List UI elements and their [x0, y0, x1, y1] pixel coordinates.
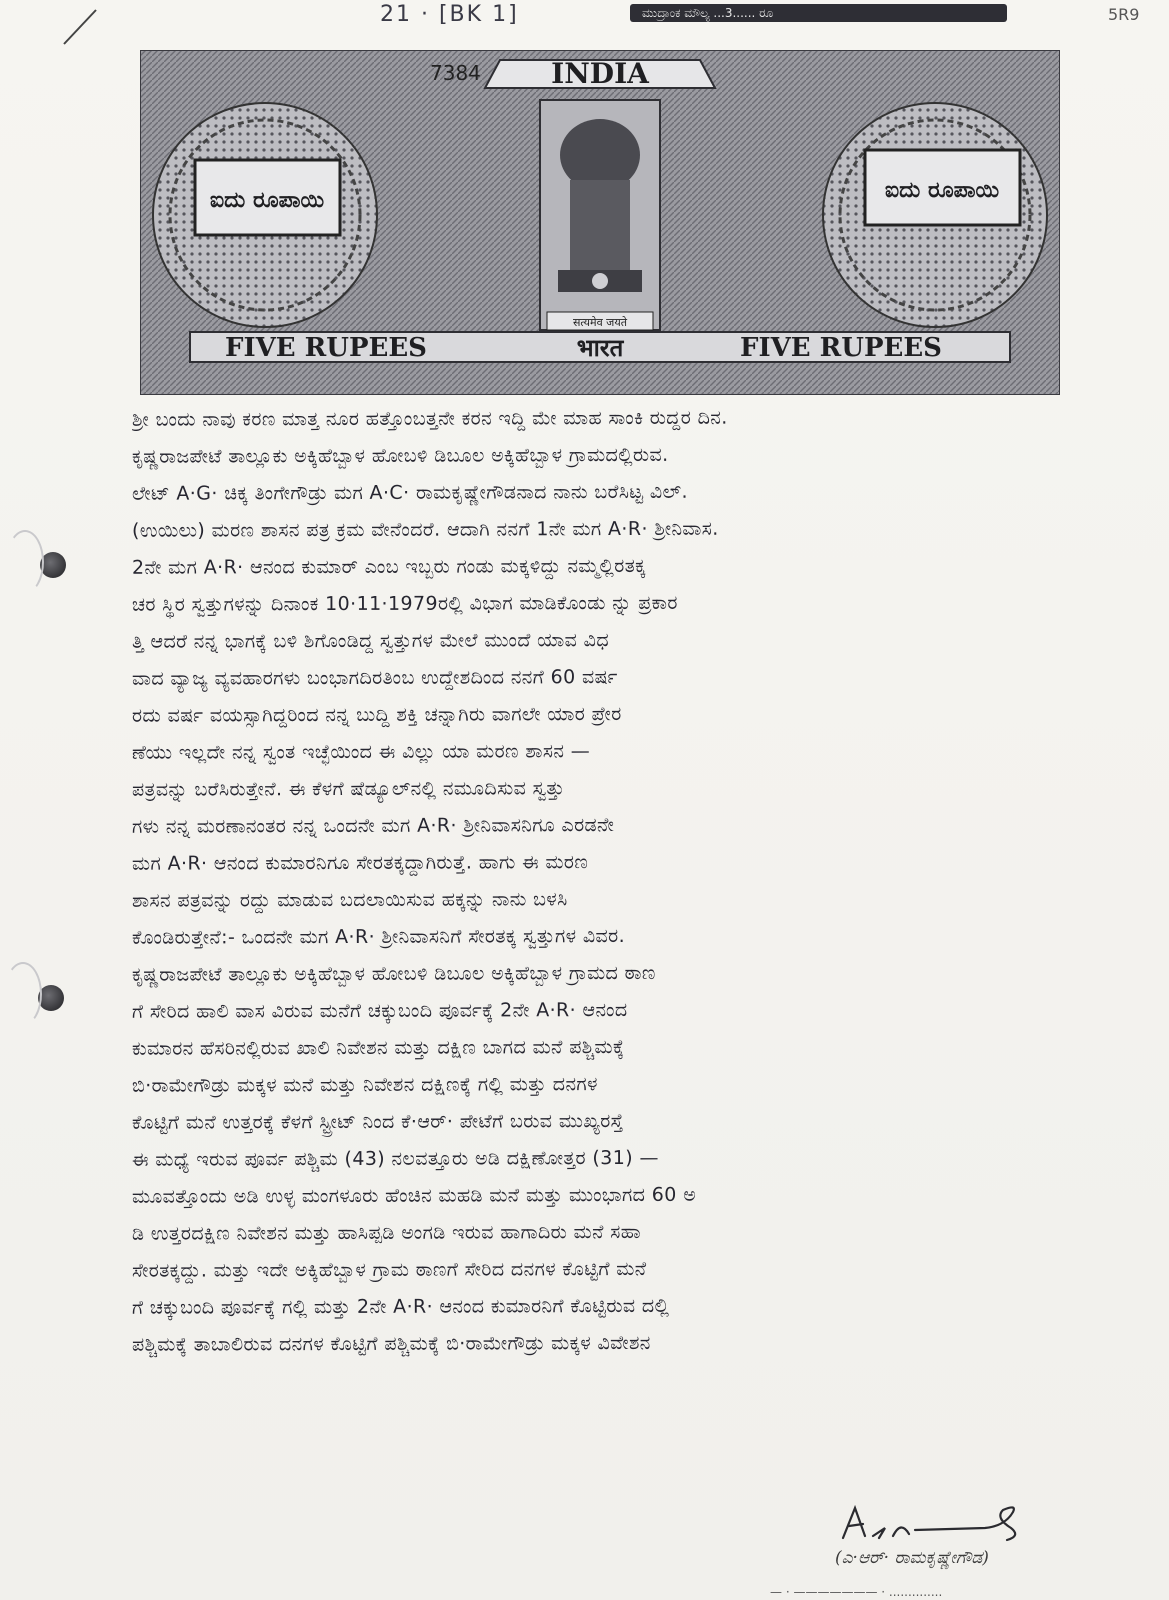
body-line: ಲೇಟ್ A·G· ಚಿಕ್ಕ ತಿಂಗೇಗೌಡ್ರು ಮಗ A·C· ರಾಮಕೃಷ್ಣೇಗೌಡನಾದ ನಾನು ಬರೆಸಿಟ್ಟ ವಿಲ್.	[131, 480, 688, 505]
ashoka-emblem	[540, 100, 660, 330]
body-line: ಕುಮಾರನ ಹೆಸರಿನಲ್ಲಿರುವ ಖಾಲಿ ನಿವೇಶನ ಮತ್ತು ದಕ್ಷಿಣ ಬಾಗದ ಮನೆ ಪಶ್ಚಿಮಕ್ಕೆ	[131, 1036, 625, 1060]
corner-pen-mark	[60, 4, 104, 48]
stamp-top-label: INDIA	[551, 57, 649, 90]
body-line: ಗೆ ಸೇರಿದ ಹಾಲಿ ವಾಸ ವಿರುವ ಮನೆಗೆ ಚಕ್ಕುಬಂದಿ ಪೂರ್ವಕ್ಕೆ 2ನೇ A·R· ಆನಂದ	[131, 998, 628, 1023]
body-line: ಪಶ್ಚಿಮಕ್ಕೆ ತಾಬಾಲಿರುವ ದನಗಳ ಕೊಟ್ಟಿಗೆ ಪಶ್ಚಿಮಕ್ಕೆ ಬಿ·ರಾಮೇಗೌಡ್ರು ಮಕ್ಕಳ ವಿವೇಶನ	[131, 1331, 651, 1356]
body-line: ಸೇರತಕ್ಕದ್ದು. ಮತ್ತು ಇದೇ ಅಕ್ಕಿಹೆಬ್ಬಾಳ ಗ್ರಾಮ ಠಾಣಗೆ ಸೇರಿದ ದನಗಳ ಕೊಟ್ಟಿಗೆ ಮನೆ	[131, 1257, 647, 1282]
body-line: ಗೆ ಚಕ್ಕುಬಂದಿ ಪೂರ್ವಕ್ಕೆ ಗಲ್ಲಿ ಮತ್ತು 2ನೇ A·R· ಆನಂದ ಕುಮಾರನಿಗೆ ಕೊಟ್ಟಿರುವ ದಲ್ಲಿ	[131, 1294, 670, 1319]
body-line: ರದು ವರ್ಷ ವಯಸ್ಸಾಗಿದ್ದರಿಂದ ನನ್ನ ಬುದ್ದಿ ಶಕ್ತಿ ಚನ್ನಾಗಿರು ವಾಗಲೇ ಯಾರ ಪ್ರೇರ	[131, 703, 622, 727]
right-rosette	[823, 103, 1047, 327]
handwritten-top-note: 21 · [BK 1]	[380, 2, 519, 27]
body-line: ವಾದ ವ್ಯಾಜ್ಯ ವ್ಯವಹಾರಗಳು ಬಂಭಾಗದಿರತಿಂಬ ಉದ್ದೇಶದಿಂದ ನನಗೆ 60 ವರ್ಷ	[131, 666, 618, 690]
stamp-value-strip: ಮುದ್ರಾಂಕ ಮೌಲ್ಯ ...3...... ರೂ	[630, 4, 1007, 22]
stamp-center-bottom: भारत	[576, 333, 624, 362]
body-line: ಡಿ ಉತ್ತರದಕ್ಷಿಣ ನಿವೇಶನ ಮತ್ತು ಹಾಸಿಪ್ಪಡಿ ಅಂಗಡಿ ಇರುವ ಹಾಗಾದಿರು ಮನೆ ಸಹಾ	[131, 1220, 642, 1245]
signature	[835, 1500, 1055, 1545]
body-line: ಕೊಂಡಿರುತ್ತೇನೆ:- ಒಂದನೇ ಮಗ A·R· ಶ್ರೀನಿವಾಸನಿಗೆ ಸೇರತಕ್ಕ ಸ್ವತ್ತುಗಳ ವಿವರ.	[131, 924, 626, 949]
body-line: ಶ್ರೀ ಬಂದು ನಾವು ಕರಣ ಮಾತ್ತ ನೂರ ಹತ್ತೊಂಬತ್ತನೇ ಕರನ ಇದ್ದಿ ಮೇ ಮಾಹ ಸಾಂಕಿ ರುದ್ದರ ದಿನ.	[131, 406, 728, 431]
stamp-paper-header	[140, 50, 1060, 395]
left-panel-text: ಐದು ರೂಪಾಯಿ	[209, 187, 325, 213]
body-line: ಕೃಷ್ಣರಾಜಪೇಟೆ ತಾಲ್ಲೂಕು ಅಕ್ಕಿಹೆಬ್ಬಾಳ ಹೋಬಳಿ ಡಿಬೂಲ ಅಕ್ಕಿಹೆಬ್ಬಾಳ ಗ್ರಾಮದ ಠಾಣ	[131, 961, 656, 986]
body-line: ಕೃಷ್ಣರಾಜಪೇಟೆ ತಾಲ್ಲೂಕು ಅಕ್ಕಿಹೆಬ್ಬಾಳ ಹೋಬಳಿ ಡಿಬೂಲ ಅಕ್ಕಿಹೆಬ್ಬಾಳ ಗ್ರಾಮದಲ್ಲಿರುವ.	[131, 443, 669, 468]
body-line: ಮಗ A·R· ಆನಂದ ಕುಮಾರನಿಗೂ ಸೇರತಕ್ಕದ್ದಾಗಿರುತ್ತೆ. ಹಾಗು ಈ ಮರಣ	[131, 851, 589, 875]
bottom-scribble: — · ——————— · ..............	[770, 1585, 943, 1599]
body-line: ಚರ ಸ್ಥಿರ ಸ್ವತ್ತುಗಳನ್ನು ದಿನಾಂಕ 10·11·1979ರಲ್ಲಿ ವಿಭಾಗ ಮಾಡಿಕೊಂಡು ನ್ನು ಪ್ರಕಾರ	[131, 591, 678, 616]
body-line: ಮೂವತ್ತೊಂದು ಅಡಿ ಉಳ್ಳ ಮಂಗಳೂರು ಹೆಂಚಿನ ಮಹಡಿ ಮನೆ ಮತ್ತು ಮುಂಭಾಗದ 60 ಅ	[131, 1183, 697, 1208]
body-line: ಪತ್ರವನ್ನು ಬರೆಸಿರುತ್ತೇನೆ. ಈ ಕೆಳಗೆ ಷೆಡ್ಯೂಲ್‌ನಲ್ಲಿ ನಮೂದಿಸುವ ಸ್ವತ್ತು	[131, 777, 565, 801]
body-line: ಣೆಯು ಇಲ್ಲದೇ ನನ್ನ ಸ್ವಂತ ಇಚ್ಛೆಯಿಂದ ಈ ವಿಲ್ಲು ಯಾ ಮರಣ ಶಾಸನ —	[131, 740, 591, 764]
emblem-caption: सत्यमेव जयते	[572, 316, 628, 329]
stamp-right-bottom: FIVE RUPEES	[740, 333, 942, 363]
body-line: 2ನೇ ಮಗ A·R· ಆನಂದ ಕುಮಾರ್ ಎಂಬ ಇಬ್ಬರು ಗಂಡು ಮಕ್ಕಳಿದ್ದು ನಮ್ಮಲ್ಲಿರತಕ್ಕ	[131, 554, 646, 579]
page-reference: 5R9	[1108, 5, 1140, 24]
will-body-text	[132, 400, 1117, 1362]
stamp-left-bottom: FIVE RUPEES	[225, 333, 427, 363]
body-line: ಕೊಟ್ಟಿಗೆ ಮನೆ ಉತ್ತರಕ್ಕೆ ಕೆಳಗೆ ಸ್ಟ್ರೀಟ್ ನಿಂದ ಕೆ·ಆರ್· ಪೇಟೆಗೆ ಬರುವ ಮುಖ್ಯರಸ್ತೆ	[131, 1110, 624, 1134]
right-panel-text: ಐದು ರೂಪಾಯಿ	[884, 177, 1000, 203]
binding-ring-bottom	[4, 962, 42, 1026]
body-line: ಬಿ·ರಾಮೇಗೌಡ್ರು ಮಕ್ಕಳ ಮನೆ ಮತ್ತು ನಿವೇಶನ ದಕ್ಷಿಣಕ್ಕೆ ಗಲ್ಲಿ ಮತ್ತು ದನಗಳ	[131, 1073, 598, 1097]
punch-hole-bottom	[38, 985, 64, 1011]
signatory-name: (ಎ·ಆರ್· ರಾಮಕೃಷ್ಣೇಗೌಡ)	[835, 1548, 989, 1568]
body-line: ತ್ತಿ ಆದರೆ ನನ್ನ ಭಾಗಕ್ಕೆ ಬಳಿ ಶಿಗೊಂಡಿದ್ದ ಸ್ವತ್ತುಗಳ ಮೇಲೆ ಮುಂದೆ ಯಾವ ವಿಧ	[131, 629, 610, 653]
left-rosette	[153, 103, 377, 327]
binding-ring-top	[6, 530, 44, 594]
stamp-serial-hint: 7384	[430, 61, 481, 85]
body-line: (ಉಯಿಲು) ಮರಣ ಶಾಸನ ಪತ್ರ ಕ್ರಮ ವೇನೆಂದರೆ. ಆದಾಗಿ ನನಗೆ 1ನೇ ಮಗ A·R· ಶ್ರೀನಿವಾಸ.	[131, 517, 719, 542]
body-line: ಈ ಮಧ್ಯೆ ಇರುವ ಪೂರ್ವ ಪಶ್ಚಿಮ (43) ನಲವತ್ತೂರು ಅಡಿ ದಕ್ಷಿಣೋತ್ತರ (31) —	[131, 1146, 659, 1171]
body-line: ಗಳು ನನ್ನ ಮರಣಾನಂತರ ನನ್ನ ಒಂದನೇ ಮಗ A·R· ಶ್ರೀನಿವಾಸನಿಗೂ ಎರಡನೇ	[131, 814, 615, 838]
body-line: ಶಾಸನ ಪತ್ರವನ್ನು ರದ್ದು ಮಾಡುವ ಬದಲಾಯಿಸುವ ಹಕ್ಕನ್ನು ನಾನು ಬಳಸಿ	[131, 888, 568, 912]
